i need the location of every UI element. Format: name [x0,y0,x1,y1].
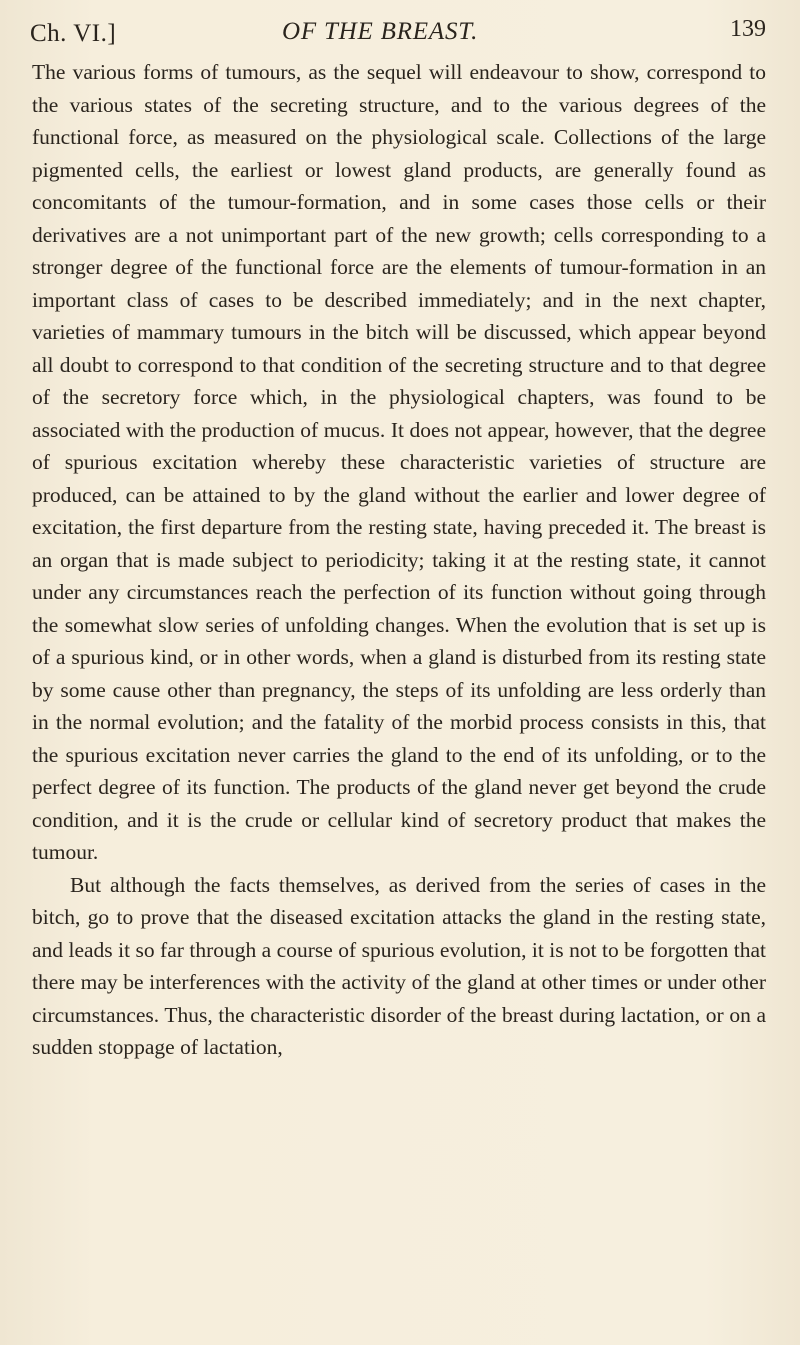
page-number: 139 [730,16,766,42]
paragraph-2: But although the facts themselves, as derived from the series of cases in the bitch, go to prove that the diseased excitation attacks the gland in the resting state, and leads it so far through a course of spurious evolution, it is not to be forgotten that there may be interferences with the activity of the gland at other times or under other circumstances. Thus, the characteristic disorder of the breast during lactation, or on a sudden stoppage of lactation, [32,872,766,1059]
body-text [32,56,766,1064]
paragraph-1: The various forms of tumours, as the sequel will endeavour to show, correspond to the various states of the secreting structure, and to the various degrees of the functional force, as measured on the physiological scale. Collections of the large pigmented cells, the earliest or lowest gland products, are generally found as concomitants of the tumour-formation, and in some cases those cells or their derivatives are a not unimportant part of the new growth; cells corresponding to a stronger degree of the functional force are the elements of tumour-formation in an important class of cases to be described immediately; and in the next chapter, varieties of mammary tumours in the bitch will be discussed, which appear beyond all doubt to correspond to that condition of the secreting structure and to that degree of the secretory force which, in the physiological chapters, was found to be associated with the production of mucus. It does not appear, however, that the degree of spurious excitation whereby these characteristic varieties of structure are produced, can be attained to by the gland without the earlier and lower degree of excitation, the first departure from the resting state, having preceded it. The breast is an organ that is made subject to periodicity; taking it at the resting state, it cannot under any circumstances reach the perfection of its function without going through the somewhat slow series of unfolding changes. When the evolution that is set up is of a spurious kind, or in other words, when a gland is disturbed from its resting state by some cause other than pregnancy, the steps of its unfolding are less orderly than in the normal evolution; and the fatality of the morbid process consists in this, that the spurious excitation never carries the gland to the end of its unfolding, or to the perfect degree of its function. The products of the gland never get beyond the crude condition, and it is the crude or cellular kind of secretory product that makes the tumour. [32,60,766,864]
page-header [30,16,770,60]
chapter-label: Ch. VI.] [30,20,117,47]
running-title: OF THE BREAST. [282,18,479,45]
